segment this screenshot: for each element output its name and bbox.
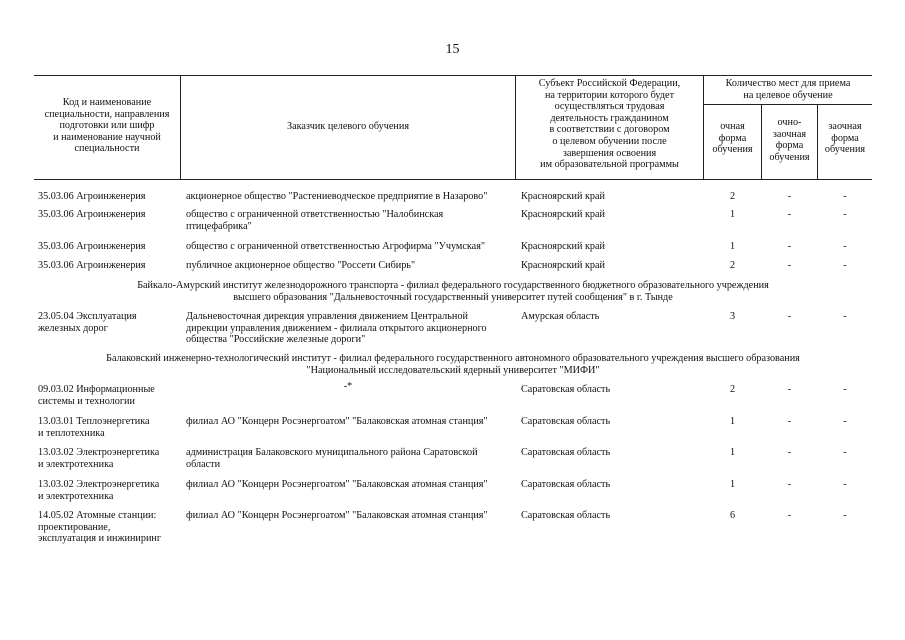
- region-cell: Амурская область: [521, 311, 600, 322]
- region-cell: Саратовская область: [521, 384, 611, 395]
- code-cell: [38, 191, 145, 203]
- code-line: 35.03.06 Агроинженерия: [38, 209, 146, 220]
- header-text-line: подготовки или шифр: [59, 120, 155, 132]
- code-line: 13.03.02 Электроэнергетика: [38, 447, 160, 458]
- region-cell: Красноярский край: [521, 209, 606, 220]
- customer-line: -*: [343, 381, 353, 392]
- customer-line: общество с ограниченной ответственностью "Налобинская: [186, 209, 444, 220]
- mixed-count: -: [787, 260, 792, 271]
- header-text-line: Количество мест для приема: [725, 78, 851, 89]
- fulltime-count: 2: [729, 384, 736, 395]
- header-bottom-rule: [34, 179, 872, 180]
- header-quota: [704, 78, 872, 101]
- parttime-count: -: [843, 311, 847, 322]
- parttime-count: -: [843, 416, 847, 427]
- parttime-count: -: [843, 241, 847, 252]
- code-line: системы и технологии: [38, 395, 135, 407]
- customer-line: публичное акционерное общество "Россети Сибирь": [186, 260, 416, 271]
- customer-cell: [186, 191, 487, 203]
- customer-cell: [181, 381, 515, 393]
- code-cell: [38, 209, 145, 221]
- parttime-count: -: [843, 260, 847, 271]
- region-cell: Саратовская область: [521, 479, 611, 490]
- header-text-line: заочная: [772, 128, 807, 140]
- code-cell: [38, 260, 145, 272]
- parttime-count: -: [843, 209, 847, 220]
- code-line: 09.03.02 Информационные: [38, 384, 155, 395]
- mixed-count: -: [787, 416, 792, 427]
- heading-line: Байкало-Амурский институт железнодорожного транспорта - филиал федерального государственного бюджетного образовательного учреждения: [137, 280, 769, 291]
- code-line: и электротехника: [38, 490, 114, 502]
- customer-line: администрация Балаковского муниципального района Саратовской: [186, 447, 478, 458]
- fulltime-count: 2: [729, 191, 736, 202]
- code-cell: [38, 241, 145, 253]
- header-text-line: форма: [718, 132, 747, 144]
- customer-cell: [186, 416, 488, 428]
- customer-cell: [186, 510, 488, 522]
- code-line: 14.05.02 Атомные станции:: [38, 510, 157, 521]
- code-cell: [38, 311, 137, 334]
- region-cell: Красноярский край: [521, 241, 606, 252]
- code-line: 13.03.02 Электроэнергетика: [38, 479, 160, 490]
- header-text-line: Заказчик целевого обучения: [286, 121, 410, 132]
- header-text-line: им образовательной программы: [540, 159, 679, 171]
- header-text-line: обучения: [712, 144, 753, 156]
- code-line: и теплотехника: [38, 427, 105, 439]
- header-parttime: [818, 121, 872, 156]
- header-top-rule: [34, 75, 872, 76]
- code-line: проектирование,: [38, 521, 111, 533]
- code-cell: [38, 384, 155, 407]
- code-line: эксплуатация и инжиниринг: [38, 533, 162, 545]
- fulltime-count: 3: [729, 311, 736, 322]
- fulltime-count: 1: [729, 447, 736, 458]
- region-cell: Саратовская область: [521, 447, 611, 458]
- mixed-count: -: [787, 241, 792, 252]
- parttime-count: -: [843, 384, 847, 395]
- header-text-line: обучения: [824, 144, 866, 156]
- mixed-count: -: [787, 510, 792, 521]
- mixed-count: -: [787, 479, 792, 490]
- code-line: 35.03.06 Агроинженерия: [38, 241, 146, 252]
- customer-cell: [186, 260, 415, 272]
- customer-cell: [186, 311, 487, 346]
- code-line: 35.03.06 Агроинженерия: [38, 191, 146, 202]
- code-cell: [38, 479, 159, 502]
- header-text-line: и наименование научной: [53, 131, 161, 143]
- header-text-line: осуществляться трудовая: [554, 101, 665, 113]
- header-subject: [516, 78, 703, 171]
- header-text-line: в соответствии с договором: [549, 124, 670, 136]
- header-text-line: Субъект Российской Федерации,: [538, 78, 681, 89]
- heading-line: Балаковский инженерно-технологический институт - филиал федерального государственного автономного образовательного учреждения высшего образования: [106, 353, 800, 364]
- parttime-count: -: [843, 479, 847, 490]
- code-line: и электротехника: [38, 458, 114, 470]
- customer-cell: [186, 479, 488, 491]
- quota-divider-rule: [703, 104, 872, 105]
- customer-line: филиал АО "Концерн Росэнергоатом" "Балаковская атомная станция": [186, 479, 488, 490]
- customer-line: филиал АО "Концерн Росэнергоатом" "Балаковская атомная станция": [186, 510, 488, 521]
- customer-cell: [186, 241, 485, 253]
- mixed-count: -: [787, 311, 792, 322]
- header-text-line: на целевое обучение: [743, 89, 833, 101]
- customer-line: общества "Российские железные дороги": [186, 334, 366, 346]
- customer-line: области: [186, 458, 221, 470]
- parttime-count: -: [843, 191, 847, 202]
- customer-cell: [186, 447, 478, 470]
- parttime-count: -: [843, 447, 847, 458]
- institution-heading: [34, 280, 872, 303]
- header-text-line: деятельность гражданином: [550, 112, 669, 124]
- fulltime-count: 1: [729, 479, 736, 490]
- fulltime-count: 1: [729, 241, 736, 252]
- header-text-line: специальности, направления: [44, 108, 170, 120]
- code-cell: [38, 416, 150, 439]
- code-line: 35.03.06 Агроинженерия: [38, 260, 146, 271]
- code-line: 13.03.01 Теплоэнергетика: [38, 416, 150, 427]
- code-cell: [38, 510, 161, 545]
- header-text-line: завершения освоения: [562, 147, 657, 159]
- customer-line: дирекции управления движением - филиала открытого акционерного: [186, 322, 487, 334]
- fulltime-count: 1: [729, 416, 736, 427]
- code-line: железных дорог: [38, 322, 108, 334]
- parttime-count: -: [843, 510, 847, 521]
- code-line: 23.05.04 Эксплуатация: [38, 311, 137, 322]
- institution-heading: [34, 353, 872, 376]
- mixed-count: -: [787, 384, 792, 395]
- header-fulltime: [704, 121, 761, 156]
- header-text-line: очная: [720, 121, 745, 132]
- mixed-count: -: [787, 447, 792, 458]
- header-mixed: [762, 117, 817, 163]
- fulltime-count: 1: [729, 209, 736, 220]
- mixed-count: -: [787, 191, 792, 202]
- header-customer: [181, 121, 515, 133]
- mixed-count: -: [787, 209, 792, 220]
- customer-line: Дальневосточная дирекция управления движением Центральной: [186, 311, 468, 322]
- header-text-line: специальности: [74, 143, 140, 155]
- header-text-line: форма: [831, 132, 859, 144]
- customer-line: акционерное общество "Растениеводческое предприятие в Назарово": [186, 191, 488, 202]
- region-cell: Красноярский край: [521, 260, 606, 271]
- customer-line: птицефабрика": [186, 220, 252, 232]
- header-text-line: Код и наименование: [62, 97, 152, 108]
- heading-line: "Национальный исследовательский ядерный университет "МИФИ": [306, 364, 600, 376]
- header-text-line: на территории которого будет: [544, 89, 675, 101]
- page-number: 15: [445, 42, 460, 57]
- region-cell: Красноярский край: [521, 191, 606, 202]
- header-text-line: очно-: [777, 117, 802, 128]
- customer-cell: [186, 209, 443, 232]
- heading-line: высшего образования "Дальневосточный государственный университет путей сообщения" в г. Тынде: [233, 291, 673, 303]
- customer-line: филиал АО "Концерн Росэнергоатом" "Балаковская атомная станция": [186, 416, 488, 427]
- header-code: [34, 97, 180, 155]
- header-text-line: обучения: [769, 151, 810, 163]
- region-cell: Саратовская область: [521, 416, 611, 427]
- region-cell: Саратовская область: [521, 510, 611, 521]
- fulltime-count: 6: [729, 510, 736, 521]
- code-cell: [38, 447, 159, 470]
- header-text-line: о целевом обучении после: [552, 135, 667, 147]
- customer-line: общество с ограниченной ответственностью Агрофирма "Учумская": [186, 241, 486, 252]
- header-text-line: заочная: [828, 121, 862, 132]
- header-text-line: форма: [775, 140, 804, 152]
- fulltime-count: 2: [729, 260, 736, 271]
